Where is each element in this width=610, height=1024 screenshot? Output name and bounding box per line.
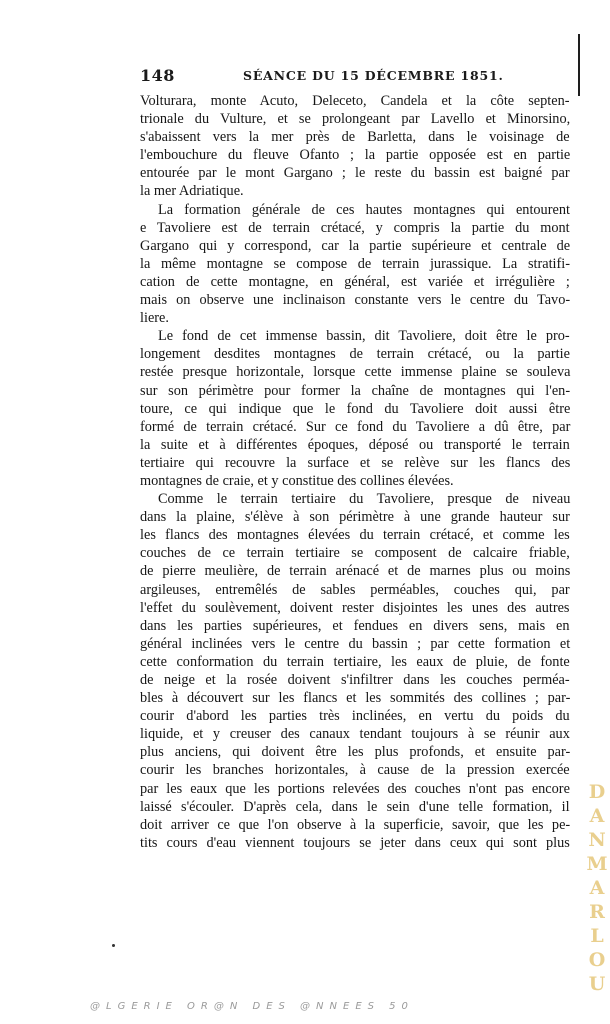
text-line: restée presque horizontale, lorsque cette immense plaine se souleva bbox=[140, 364, 571, 381]
text-line: dans la plaine, s'élève à son périmètre à une grande hauteur sur bbox=[140, 509, 570, 526]
text-line: dans les parties supérieures, et fendues en divers sens, mais en bbox=[140, 617, 570, 634]
body-text bbox=[140, 92, 570, 852]
text-line: la même montagne se compose de terrain jurassique. La stratifi- bbox=[140, 255, 571, 272]
text-line: liere. bbox=[140, 310, 169, 327]
margin-rule bbox=[578, 34, 580, 96]
text-line: doit arriver ce que l'on observe à la superficie, savoir, que les pe- bbox=[140, 816, 571, 833]
text-line: formé de terrain crétacé. Sur ce fond du Tavoliere a dû être, par bbox=[140, 418, 571, 435]
text-line: couches de ce terrain tertiaire se composent de calcaire friable, bbox=[140, 545, 570, 562]
text-line: Comme le terrain tertiaire du Tavoliere, presque de niveau bbox=[158, 491, 571, 508]
text-line: mais on observe une inclinaison constante vers le centre du Tavo- bbox=[140, 292, 571, 309]
text-line: argileuses, entremêlés de sables perméables, couches qui, par bbox=[140, 581, 570, 598]
page-header bbox=[140, 66, 570, 86]
text-line: courir les branches horizontales, à cause de la pression exercée bbox=[140, 762, 570, 779]
page-number: 148 bbox=[140, 66, 175, 85]
text-line: cation de cette montagne, en général, est variée et irrégulière ; bbox=[140, 273, 570, 290]
text-line: les flancs des montagnes élevées du terrain crétacé, et comme les bbox=[140, 527, 570, 544]
text-line: plus anciens, qui doivent être les plus profonds, et ensuite par- bbox=[140, 744, 571, 761]
ink-speck bbox=[112, 944, 115, 947]
text-line: tits cours d'eau viennent toujours se jeter dans ceux qui sont plus bbox=[140, 834, 570, 851]
text-line: l'embouchure du fleuve Ofanto ; la partie opposée est en partie bbox=[140, 147, 571, 164]
text-line: la mer Adriatique. bbox=[140, 183, 244, 200]
text-line: e Tavoliere est de terrain crétacé, y compris la partie du mont bbox=[140, 219, 570, 236]
text-line: la suite et à différentes époques, déposé ou transporté le terrain bbox=[140, 436, 570, 453]
text-line: liquide, et y creuser des canaux tendant toujours à se réunir aux bbox=[140, 726, 570, 743]
text-line: Volturara, monte Acuto, Deleceto, Candela et la côte septen- bbox=[140, 93, 570, 109]
text-line: de neige et la rosée doivent s'infiltrer dans les couches perméa- bbox=[140, 672, 570, 688]
text-line: de pierre meulière, de terrain arénacé et de marnes plus ou moins bbox=[140, 563, 571, 580]
running-head: SÉANCE DU 15 DÉCEMBRE 1851. bbox=[243, 68, 504, 83]
text-line: La formation générale de ces hautes montagnes qui entourent bbox=[158, 201, 570, 218]
text-line: Le fond de cet immense bassin, dit Tavoliere, doit être le pro- bbox=[158, 328, 570, 345]
text-line: sur son périmètre pour former la chaîne de montagnes qui l'en- bbox=[140, 382, 571, 399]
text-line: cette conformation du terrain tertiaire, les eaux de pluie, de fonte bbox=[140, 653, 570, 670]
vertical-watermark: DANMARLOU bbox=[586, 781, 608, 995]
text-line: longement desdites montagnes de terrain crétacé, ou la partie bbox=[140, 346, 570, 363]
text-line: laissé s'écouler. D'après cela, dans le sein d'une telle formation, il bbox=[140, 798, 570, 815]
text-line: montagnes de craie, et y constitue des collines élevées. bbox=[140, 472, 454, 489]
text-line: s'abaissent vers la mer près de Barletta, dans le voisinage de bbox=[140, 129, 570, 146]
text-line: bles à découvert sur les flancs et les sommités des collines ; par- bbox=[140, 690, 571, 707]
text-line: courir d'abord les parties très inclinées, en vertu du poids du bbox=[140, 708, 570, 725]
text-line: tertiaire qui recouvre la surface et se relève sur les flancs des bbox=[140, 454, 571, 471]
footer-watermark: @LGERIE OR@N DES @NNEES 50 bbox=[90, 1001, 414, 1012]
text-line: Gargano qui y correspond, car la partie supérieure et centrale de bbox=[140, 237, 571, 254]
text-line: toure, ce qui indique que le fond du Tavoliere doit aussi être bbox=[140, 400, 571, 417]
text-line: par les eaux que les portions relevées des couches n'ont pas encore bbox=[140, 780, 570, 797]
text-line: trionale du Vulture, et se prolongeant par Lavello et Minorsino, bbox=[140, 111, 571, 128]
text-line: général inclinées vers le centre du bassin ; par cette formation et bbox=[140, 635, 571, 652]
text-line: entourée par le mont Gargano ; le reste du bassin est baigné par bbox=[140, 165, 570, 182]
text-line: l'effet du soulèvement, doivent rester disjointes les unes des autres bbox=[140, 599, 570, 616]
